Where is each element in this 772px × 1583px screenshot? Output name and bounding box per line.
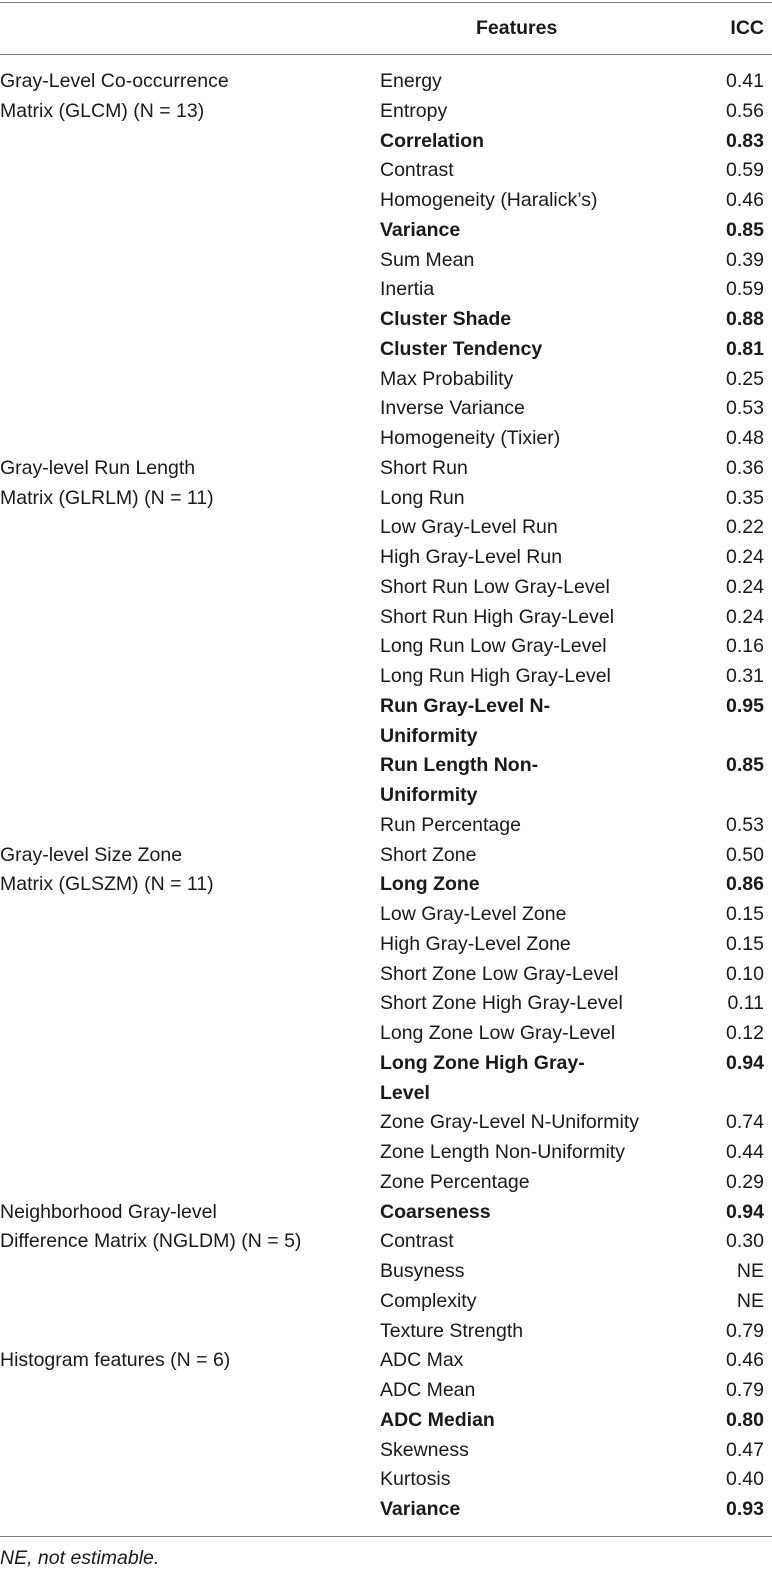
feature-label: ADC Mean (380, 1379, 476, 1401)
top-rule (0, 2, 772, 3)
table-row (0, 513, 772, 543)
feature-cell (380, 632, 607, 662)
icc-value-cell: 0.40 (726, 1468, 764, 1491)
feature-label: Inverse Variance (380, 397, 525, 420)
feature-cell (380, 1317, 523, 1347)
icc-value-cell: 0.53 (726, 813, 764, 836)
icc-value-cell: 0.24 (726, 546, 764, 568)
feature-cell (380, 751, 538, 811)
table-row (0, 1346, 772, 1376)
feature-cell (380, 1376, 475, 1406)
table-body (0, 67, 772, 1525)
category-cell: Gray-level Size Zone (0, 843, 183, 866)
icc-value-cell: 0.94 (726, 1200, 764, 1223)
feature-label: Coarseness (380, 1200, 491, 1223)
category-cell: Difference Matrix (NGLDM) (N = 5) (0, 1230, 302, 1253)
feature-label: Run Gray-Level N- (380, 694, 551, 717)
feature-cell (380, 1198, 491, 1228)
icc-value-cell: 0.22 (726, 516, 764, 539)
table-row (0, 97, 772, 127)
icc-value-cell: 0.35 (726, 486, 764, 509)
category-cell: Histogram features (N = 6) (0, 1349, 231, 1372)
feature-cell (380, 989, 623, 1019)
feature-label: Long Zone High Gray- (380, 1051, 585, 1074)
icc-value-cell: 0.46 (726, 1349, 764, 1372)
feature-label: Zone Gray-Level N-Uniformity (380, 1111, 639, 1134)
feature-label: Short Zone Low Gray-Level (380, 962, 619, 985)
feature-label: Cluster Shade (380, 308, 512, 330)
feature-cell (380, 870, 480, 900)
icc-value-cell: 0.24 (726, 575, 764, 598)
feature-cell (380, 1436, 469, 1466)
table-row (0, 275, 772, 305)
table-row (0, 246, 772, 276)
feature-cell (380, 156, 454, 186)
feature-cell (380, 1406, 495, 1436)
header-features: Features (476, 17, 558, 39)
table-row (0, 1049, 772, 1109)
icc-value-cell: 0.36 (726, 456, 764, 479)
icc-value-cell: 0.85 (726, 754, 764, 777)
icc-value-cell: 0.83 (726, 129, 764, 152)
table-row (0, 632, 772, 662)
table-row (0, 603, 772, 633)
icc-value-cell: 0.88 (726, 308, 764, 330)
table-row (0, 484, 772, 514)
feature-cell (380, 216, 460, 246)
icc-value-cell: 0.11 (727, 992, 764, 1015)
table-row (0, 365, 772, 395)
category-cell: Matrix (GLRLM) (N = 11) (0, 486, 214, 509)
feature-label: Correlation (380, 129, 485, 152)
feature-label: Short Run Low Gray-Level (380, 575, 610, 598)
feature-cell (380, 335, 542, 365)
feature-label: Low Gray-Level Run (380, 516, 558, 539)
feature-label: Run Percentage (380, 813, 521, 836)
feature-label: Long Zone (380, 873, 480, 896)
icc-value-cell: 0.15 (726, 932, 764, 955)
feature-cell (380, 454, 468, 484)
table-row (0, 930, 772, 960)
feature-label: Homogeneity (Haralick’s) (380, 189, 598, 211)
feature-cell (380, 930, 571, 960)
feature-cell (380, 1108, 639, 1138)
icc-value-cell: 0.16 (726, 635, 764, 658)
feature-cell (380, 1138, 625, 1168)
feature-cell (380, 1346, 463, 1376)
feature-cell (380, 186, 597, 216)
feature-cell (380, 1227, 454, 1257)
category-cell: Matrix (GLCM) (N = 13) (0, 99, 205, 122)
table-row (0, 127, 772, 157)
feature-label: Complexity (380, 1289, 477, 1312)
feature-cell (380, 97, 447, 127)
icc-value-cell: 0.12 (726, 1022, 764, 1044)
feature-label: Long Run (380, 486, 465, 509)
feature-label: Short Zone (380, 843, 477, 866)
icc-value-cell: 0.53 (726, 397, 764, 420)
feature-label: Long Run Low Gray-Level (380, 635, 607, 658)
icc-value-cell: 0.86 (726, 873, 764, 896)
feature-cell (380, 811, 521, 841)
table-row (0, 216, 772, 246)
feature-label: Inertia (380, 278, 435, 301)
icc-value-cell: NE (736, 1289, 764, 1312)
table-row (0, 1257, 772, 1287)
icc-value-cell: 0.46 (726, 189, 764, 211)
icc-value-cell: 0.44 (726, 1141, 764, 1163)
table-row (0, 305, 772, 335)
header-icc: ICC (730, 17, 764, 39)
table-row (0, 573, 772, 603)
icc-value-cell: 0.24 (726, 605, 764, 628)
icc-value-cell: 0.39 (726, 248, 764, 271)
table-row (0, 960, 772, 990)
feature-label: Cluster Tendency (380, 337, 543, 360)
feature-cell (380, 900, 566, 930)
feature-label-continued: Uniformity (380, 784, 478, 806)
feature-label: Short Zone High Gray-Level (380, 992, 623, 1015)
feature-cell (380, 305, 511, 335)
feature-cell (380, 1049, 585, 1109)
icc-value-cell: NE (736, 1260, 764, 1282)
icc-value-cell: 0.10 (726, 962, 764, 985)
icc-value-cell: 0.80 (726, 1408, 764, 1431)
icc-value-cell: 0.25 (726, 367, 764, 390)
feature-cell (380, 841, 476, 871)
table-row (0, 751, 772, 811)
feature-label: Contrast (380, 1230, 454, 1253)
table-row (0, 424, 772, 454)
icc-value-cell: 0.31 (726, 665, 764, 687)
table-row (0, 1317, 772, 1347)
feature-cell (380, 960, 618, 990)
table-row (0, 454, 772, 484)
table-row (0, 870, 772, 900)
feature-cell (380, 573, 610, 603)
feature-cell (380, 1168, 530, 1198)
feature-label: Low Gray-Level Zone (380, 903, 567, 925)
table-row (0, 900, 772, 930)
table-row (0, 394, 772, 424)
feature-cell (380, 484, 465, 514)
feature-cell (380, 1287, 476, 1317)
category-cell: Gray-Level Co-occurrence (0, 70, 229, 92)
feature-cell (380, 1495, 460, 1525)
icc-value-cell: 0.15 (726, 903, 764, 925)
table-row (0, 1376, 772, 1406)
feature-label: Zone Percentage (380, 1170, 530, 1193)
feature-label: Energy (380, 70, 442, 92)
icc-value-cell: 0.74 (726, 1111, 764, 1134)
icc-value-cell: 0.79 (726, 1379, 764, 1401)
header-rule (0, 54, 772, 55)
table-row (0, 67, 772, 97)
table-row (0, 1138, 772, 1168)
table-row (0, 662, 772, 692)
table-row (0, 543, 772, 573)
feature-label: Run Length Non- (380, 754, 539, 777)
table-row (0, 1227, 772, 1257)
icc-value-cell: 0.41 (726, 70, 764, 92)
feature-cell (380, 424, 560, 454)
feature-label: Long Zone Low Gray-Level (380, 1022, 616, 1044)
feature-label: Variance (380, 1498, 461, 1520)
feature-cell (380, 127, 484, 157)
table-row (0, 335, 772, 365)
icc-value-cell: 0.30 (726, 1230, 764, 1253)
feature-label: ADC Max (380, 1349, 464, 1372)
feature-label: Short Run High Gray-Level (380, 605, 615, 628)
feature-cell (380, 603, 614, 633)
feature-cell (380, 513, 558, 543)
category-cell: Matrix (GLSZM) (N = 11) (0, 873, 214, 896)
table-row (0, 1495, 772, 1525)
feature-label: Busyness (380, 1260, 465, 1282)
table-row (0, 1465, 772, 1495)
feature-label: Zone Length Non-Uniformity (380, 1141, 625, 1163)
icc-value-cell: 0.85 (726, 218, 764, 241)
feature-label: Contrast (380, 159, 454, 182)
icc-value-cell: 0.59 (726, 278, 764, 301)
table-row (0, 1168, 772, 1198)
feature-cell (380, 394, 525, 424)
table-footnote: NE, not estimable. (0, 1547, 160, 1569)
table-row (0, 811, 772, 841)
table-row (0, 156, 772, 186)
icc-value-cell: 0.93 (726, 1498, 764, 1520)
feature-cell (380, 543, 562, 573)
icc-value-cell: 0.79 (726, 1319, 764, 1342)
icc-value-cell: 0.94 (726, 1051, 764, 1074)
feature-label-continued: Level (380, 1081, 430, 1104)
icc-value-cell: 0.29 (726, 1170, 764, 1193)
bottom-rule (0, 1536, 772, 1537)
feature-cell (380, 1019, 615, 1049)
feature-cell (380, 67, 442, 97)
category-cell: Gray-level Run Length (0, 456, 196, 479)
table-row (0, 1406, 772, 1436)
feature-cell (380, 246, 474, 276)
feature-label: High Gray-Level Zone (380, 932, 571, 955)
feature-label: Long Run High Gray-Level (380, 665, 611, 687)
feature-label: Short Run (380, 456, 468, 479)
icc-value-cell: 0.56 (726, 99, 764, 122)
feature-cell (380, 275, 434, 305)
feature-cell (380, 662, 611, 692)
feature-label: Variance (380, 218, 461, 241)
icc-value-cell: 0.59 (726, 159, 764, 182)
feature-cell (380, 365, 513, 395)
table-row (0, 989, 772, 1019)
feature-label-continued: Uniformity (380, 724, 478, 747)
table-row (0, 692, 772, 752)
category-cell: Neighborhood Gray-level (0, 1200, 217, 1223)
feature-label: High Gray-Level Run (380, 546, 563, 568)
feature-cell (380, 1465, 450, 1495)
feature-label: Homogeneity (Tixier) (380, 427, 561, 449)
feature-label: Texture Strength (380, 1319, 524, 1342)
feature-label: ADC Median (380, 1408, 495, 1431)
table-row (0, 1019, 772, 1049)
table-row (0, 1436, 772, 1466)
feature-label: Skewness (380, 1438, 469, 1461)
icc-value-cell: 0.50 (726, 843, 764, 866)
icc-value-cell: 0.81 (726, 337, 764, 360)
table-row (0, 186, 772, 216)
table-row (0, 1198, 772, 1228)
feature-cell (380, 1257, 465, 1287)
feature-label: Entropy (380, 99, 448, 122)
feature-label: Kurtosis (380, 1468, 451, 1491)
icc-value-cell: 0.47 (726, 1438, 764, 1461)
table-row (0, 1108, 772, 1138)
icc-value-cell: 0.95 (726, 694, 764, 717)
feature-label: Sum Mean (380, 248, 475, 271)
feature-cell (380, 692, 550, 752)
table-row (0, 841, 772, 871)
feature-label: Max Probability (380, 367, 514, 390)
table-row (0, 1287, 772, 1317)
icc-value-cell: 0.48 (726, 427, 764, 449)
